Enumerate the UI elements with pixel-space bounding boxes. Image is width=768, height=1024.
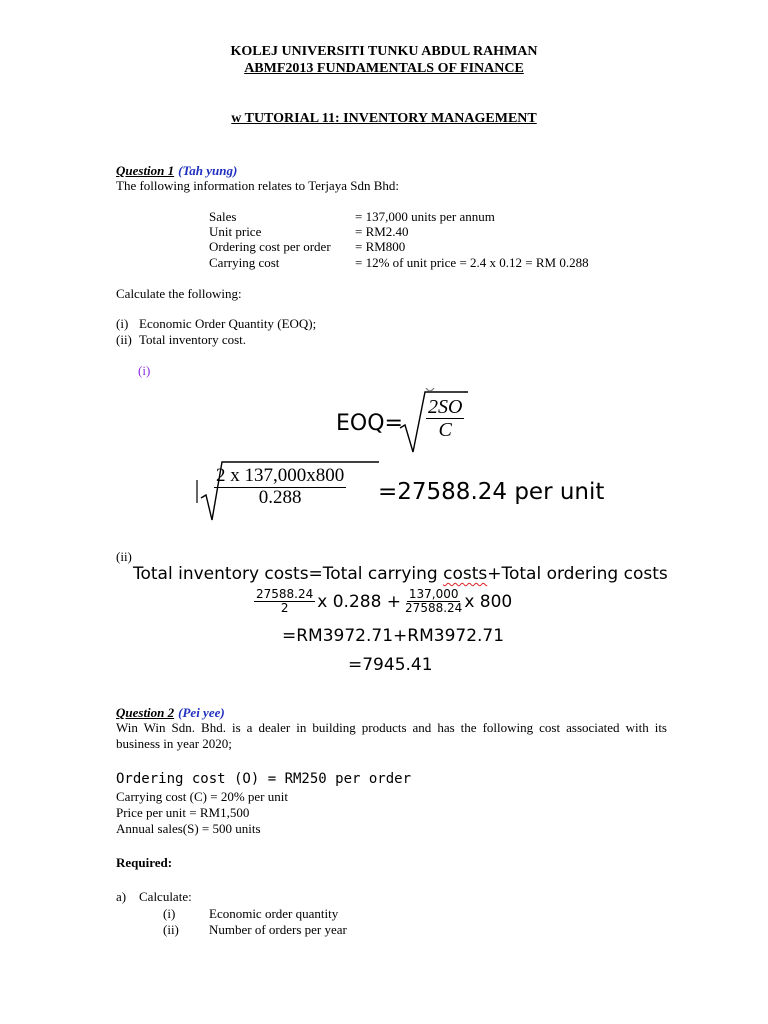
q1-intro: The following information relates to Terjaya Sdn Bhd: [116,178,399,193]
eoq-denominator: C [438,419,452,441]
q1-row-value: = RM800 [355,239,406,254]
q1-row-value: = 12% of unit price = 2.4 x 0.12 = RM 0.288 [355,255,589,270]
tic-sum: =RM3972.71+RM3972.71 [282,626,505,646]
header-course: ABMF2013 FUNDAMENTALS OF FINANCE [244,61,524,76]
header-tutorial: w TUTORIAL 11: INVENTORY MANAGEMENT [231,111,537,126]
calc-denominator: 0.288 [258,486,302,508]
calc-result: =27588.24 per unit [378,479,605,505]
tic-formula-spelling: costs [443,564,488,584]
q1-row-label: Ordering cost per order [209,239,331,254]
q1-item-num: (ii) [116,332,132,347]
q1-item-text: Total inventory cost. [139,332,247,347]
q1-item-num: (i) [116,316,129,331]
f2-tail: x 800 [464,591,513,612]
f1-denominator: 2 [280,601,289,616]
q2-subitem-text: Economic order quantity [209,906,339,921]
q2-sales: Annual sales(S) = 500 units [116,821,261,836]
q2-title: Question 2 [116,705,175,720]
q1-author: (Tah yung) [178,163,238,178]
q2-subitem-num: (i) [163,906,176,921]
eoq-numerator: 2SO [428,396,463,418]
q2-a-text: Calculate: [139,889,192,904]
q1-row-value: = RM2.40 [355,224,409,239]
q2-subitem-num: (ii) [163,922,179,937]
header-university: KOLEJ UNIVERSITI TUNKU ABDUL RAHMAN [230,44,538,59]
q1-part1-label: (i) [138,363,151,378]
eoq-fraction [426,396,464,441]
f1-numerator: 27588.24 [256,587,314,601]
q1-part2-label: (ii) [116,549,132,564]
q1-row-label: Sales [209,209,237,224]
q1-title: Question 1 [116,163,175,178]
q1-row-label: Unit price [209,224,262,239]
eoq-label: EOQ= [336,411,403,436]
calc-numerator: 2 x 137,000x800 [216,465,345,486]
q2-carrying-cost: Carrying cost (C) = 20% per unit [116,789,288,804]
tic-formula-part: Total inventory costs=Total carrying [133,564,444,584]
q2-ordering-cost: Ordering cost (O) = RM250 per order [116,771,412,787]
q1-row-label: Carrying cost [209,255,280,270]
q2-author: (Pei yee) [178,705,225,720]
q2-a-label: a) [116,889,127,904]
f1-middle: x 0.288 + [317,591,402,612]
q2-required: Required: [116,855,173,870]
q2-price: Price per unit = RM1,500 [116,805,250,820]
q2-intro: Win Win Sdn. Bhd. is a dealer in building products and has the following cost associated with its business in year 2020; [116,720,667,751]
q1-row-value: = 137,000 units per annum [355,209,495,224]
tic-total: =7945.41 [348,655,433,675]
q2-subitem-text: Number of orders per year [209,922,347,937]
q1-item-text: Economic Order Quantity (EOQ); [139,316,317,331]
q1-calc-intro: Calculate the following: [116,286,242,301]
tic-formula [133,564,668,584]
f2-denominator: 27588.24 [405,601,463,616]
tic-formula-part: +Total ordering costs [487,564,668,584]
f2-numerator: 137,000 [408,587,459,601]
tic-calculation [254,588,512,615]
calc-fraction [214,466,346,509]
